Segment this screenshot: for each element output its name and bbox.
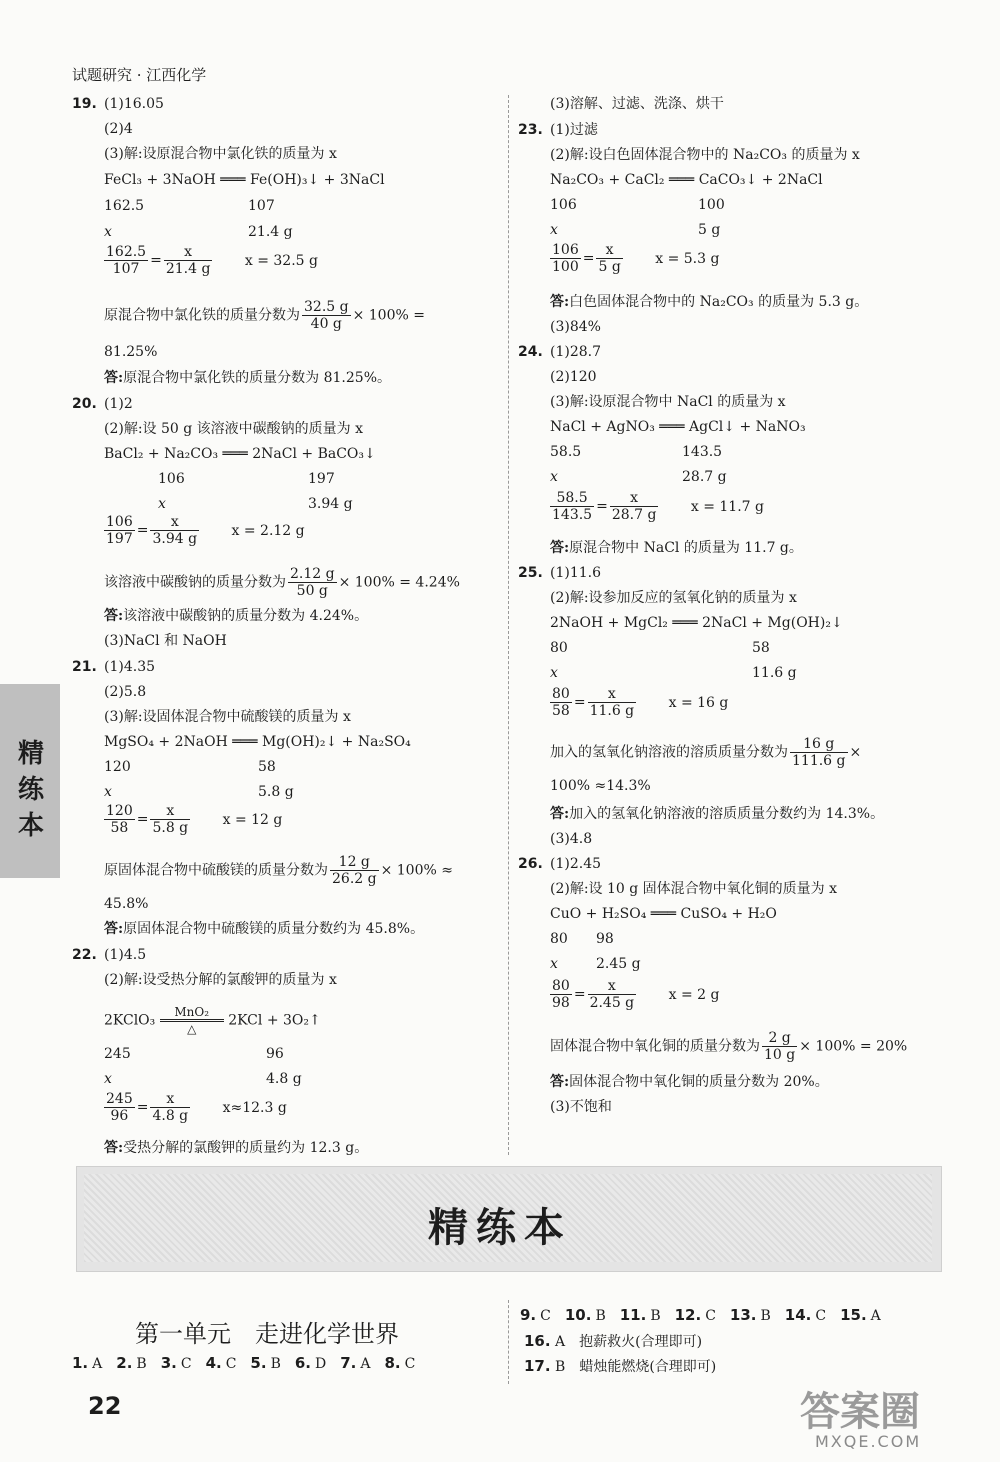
mc-answer-item: 4. C xyxy=(205,1354,237,1372)
molar-mass: 80 xyxy=(550,640,568,656)
mc-answer-item: 2. B xyxy=(116,1354,147,1372)
percentage-line: 原混合物中氯化铁的质量分数为 $\frac{32.5 g}{40 g}$ × 100% = xyxy=(104,299,425,332)
unit-title: 第一单元 走进化学世界 xyxy=(135,1320,399,1348)
answer-line: (1)4.35 xyxy=(104,659,156,675)
answer-line: (1)11.6 xyxy=(550,565,602,581)
answer-statement: 答:加入的氢氧化钠溶液的溶质质量分数约为 14.3%。 xyxy=(550,806,885,822)
percentage-value: 81.25% xyxy=(104,344,158,360)
chemical-equation: 2NaOH + MgCl₂ ═══ 2NaCl + Mg(OH)₂↓ xyxy=(550,615,843,631)
answer-line: (1)2.45 xyxy=(550,856,602,872)
side-tab-label: 精练本 xyxy=(18,739,45,841)
molar-mass: 58.5 xyxy=(550,444,582,460)
right-column xyxy=(518,92,948,1162)
chemical-equation: Na₂CO₃ + CaCl₂ ═══ CaCO₃↓ + 2NaCl xyxy=(550,172,823,188)
question-number: 22. xyxy=(72,947,97,963)
unknown-var: x xyxy=(550,665,558,681)
mc-answer-item: 6. D xyxy=(294,1354,327,1372)
mc-answer-item: 10. B xyxy=(564,1306,606,1324)
answer-statement: 答:受热分解的氯酸钾的质量约为 12.3 g。 xyxy=(104,1140,369,1156)
molar-mass: 106 xyxy=(158,471,185,487)
question-number: 24. xyxy=(518,344,543,360)
mc-answer-item: 8. C xyxy=(384,1354,416,1372)
known-mass: 5.8 g xyxy=(258,784,294,800)
known-mass: 5 g xyxy=(698,222,721,238)
banner-title: 精练本 xyxy=(428,1205,572,1251)
percentage-line: 该溶液中碳酸钠的质量分数为 $\frac{2.12 g}{50 g}$ × 100% = 4.24% xyxy=(104,566,460,599)
mc-answer-item: 7. A xyxy=(340,1354,371,1372)
proportion: $\frac{58.5}{143.5}$ = $\frac{x}{28.7 g}$ x = 11.7 g xyxy=(552,490,764,523)
molar-mass: 98 xyxy=(596,931,614,947)
molar-mass: 106 xyxy=(550,197,577,213)
column-divider-bottom xyxy=(508,1300,509,1384)
known-mass: 2.45 g xyxy=(596,956,641,972)
answer-line: (3)4.8 xyxy=(550,831,593,847)
mc-answer-item: 11. B xyxy=(619,1306,661,1324)
solution-setup: (2)解:设白色固体混合物中的 Na₂CO₃ 的质量为 x xyxy=(550,147,860,163)
molar-mass: 197 xyxy=(308,471,335,487)
solution-setup: (3)解:设原混合物中氯化铁的质量为 x xyxy=(104,146,337,162)
answer-statement: 答:白色固体混合物中的 Na₂CO₃ 的质量为 5.3 g。 xyxy=(550,294,869,310)
watermark-url: MXQE.COM xyxy=(815,1432,922,1451)
left-column xyxy=(72,92,502,1162)
answer-line: (3)NaCl 和 NaOH xyxy=(104,633,227,649)
solution-setup: (2)解:设 10 g 固体混合物中氧化铜的质量为 x xyxy=(550,881,838,897)
molar-mass: 58 xyxy=(752,640,770,656)
known-mass: 3.94 g xyxy=(308,496,353,512)
solution-setup: (2)解:设参加反应的氢氧化钠的质量为 x xyxy=(550,590,797,606)
chemical-equation: 2KClO₃ MnO₂ △ 2KCl + 3O₂↑ xyxy=(104,1005,321,1036)
mc-answer-item: 14. C xyxy=(784,1306,827,1324)
percentage-line: 固体混合物中氧化铜的质量分数为 $\frac{2 g}{10 g}$ × 100% = 20% xyxy=(550,1030,908,1063)
mc-answers-right xyxy=(520,1306,895,1324)
answer-line: (3)溶解、过滤、洗涤、烘干 xyxy=(550,96,724,112)
answer-line: (1)4.5 xyxy=(104,947,147,963)
column-divider xyxy=(508,95,509,1155)
question-number: 20. xyxy=(72,396,97,412)
known-mass: 11.6 g xyxy=(752,665,797,681)
percentage-line: 原固体混合物中硫酸镁的质量分数为 $\frac{12 g}{26.2 g}$ × 100% ≈ xyxy=(104,854,453,887)
molar-mass: 96 xyxy=(266,1046,284,1062)
solution-setup: (2)解:设 50 g 该溶液中碳酸钠的质量为 x xyxy=(104,421,364,437)
solution-setup: (3)解:设原混合物中 NaCl 的质量为 x xyxy=(550,394,786,410)
unknown-var: x xyxy=(550,956,558,972)
mc-answer-item: 3. C xyxy=(160,1354,192,1372)
percentage-line: 加入的氢氧化钠溶液的溶质质量分数为 $\frac{16 g}{111.6 g}$ × xyxy=(550,736,862,769)
mc-answers-left xyxy=(72,1354,429,1372)
answer-statement: 答:固体混合物中氧化铜的质量分数为 20%。 xyxy=(550,1074,829,1090)
chemical-equation: CuO + H₂SO₄ ═══ CuSO₄ + H₂O xyxy=(550,906,777,922)
chemical-equation: MgSO₄ + 2NaOH ═══ Mg(OH)₂↓ + Na₂SO₄ xyxy=(104,734,411,750)
mc-answer-item: 12. C xyxy=(674,1306,716,1324)
unknown-var: x xyxy=(104,224,112,240)
question-number: 25. xyxy=(518,565,543,581)
answer-statement: 答:原混合物中 NaCl 的质量为 11.7 g。 xyxy=(550,540,803,556)
answer-line: (2)120 xyxy=(550,369,597,385)
q17-answer: 17. B 蜡烛能燃烧(合理即可) xyxy=(524,1357,717,1375)
question-number: 21. xyxy=(72,659,97,675)
question-number: 23. xyxy=(518,122,543,138)
solution-setup: (3)解:设固体混合物中硫酸镁的质量为 x xyxy=(104,709,351,725)
known-mass: 21.4 g xyxy=(248,224,293,240)
chemical-equation: FeCl₃ + 3NaOH ═══ Fe(OH)₃↓ + 3NaCl xyxy=(104,172,385,188)
proportion: $\frac{80}{58}$ = $\frac{x}{11.6 g}$ x = 16 g xyxy=(552,686,729,719)
proportion: $\frac{80}{98}$ = $\frac{x}{2.45 g}$ x = 2 g xyxy=(552,978,720,1011)
proportion: $\frac{106}{197}$ = $\frac{x}{3.94 g}$ x = 2.12 g xyxy=(106,514,305,547)
molar-mass: 80 xyxy=(550,931,568,947)
molar-mass: 120 xyxy=(104,759,131,775)
unknown-var: x xyxy=(550,222,558,238)
mc-answer-item: 1. A xyxy=(72,1354,103,1372)
proportion: $\frac{106}{100}$ = $\frac{x}{5 g}$ x = 5.3 g xyxy=(552,242,720,275)
molar-mass: 100 xyxy=(698,197,725,213)
molar-mass: 143.5 xyxy=(682,444,723,460)
mc-answer-item: 13. B xyxy=(729,1306,771,1324)
q16-answer: 16. A 抱薪救火(合理即可) xyxy=(524,1332,703,1350)
mc-answer-item: 5. B xyxy=(250,1354,281,1372)
percentage-value: 100% ≈14.3% xyxy=(550,778,651,794)
watermark-logo: 答案圈 xyxy=(800,1389,920,1435)
answer-statement: 答:原混合物中氯化铁的质量分数为 81.25%。 xyxy=(104,370,392,386)
answer-line: (3)不饱和 xyxy=(550,1099,612,1115)
proportion: $\frac{245}{96}$ = $\frac{x}{4.8 g}$ x≈12.3 g xyxy=(106,1091,287,1124)
solution-setup: (2)解:设受热分解的氯酸钾的质量为 x xyxy=(104,972,337,988)
running-header: 试题研究 · 江西化学 xyxy=(72,66,207,84)
answer-statement: 答:该溶液中碳酸钠的质量分数为 4.24%。 xyxy=(104,608,369,624)
percentage-value: 45.8% xyxy=(104,896,149,912)
answer-line: (1)过滤 xyxy=(550,122,598,138)
unknown-var: x xyxy=(158,496,166,512)
molar-mass: 245 xyxy=(104,1046,131,1062)
question-number: 19. xyxy=(72,96,97,112)
known-mass: 28.7 g xyxy=(682,469,727,485)
unknown-var: x xyxy=(550,469,558,485)
answer-line: (2)4 xyxy=(104,121,133,137)
molar-mass: 58 xyxy=(258,759,276,775)
chemical-equation: BaCl₂ + Na₂CO₃ ═══ 2NaCl + BaCO₃↓ xyxy=(104,446,376,462)
unknown-var: x xyxy=(104,784,112,800)
answer-line: (2)5.8 xyxy=(104,684,147,700)
answer-line: (3)84% xyxy=(550,319,601,335)
mc-answer-item: 15. A xyxy=(840,1306,881,1324)
molar-mass: 162.5 xyxy=(104,198,145,214)
proportion: $\frac{162.5}{107}$ = $\frac{x}{21.4 g}$ x = 32.5 g xyxy=(106,244,318,277)
answer-line: (1)16.05 xyxy=(104,96,164,112)
known-mass: 4.8 g xyxy=(266,1071,302,1087)
question-number: 26. xyxy=(518,856,543,872)
answer-line: (1)28.7 xyxy=(550,344,602,360)
proportion: $\frac{120}{58}$ = $\frac{x}{5.8 g}$ x = 12 g xyxy=(106,803,283,836)
unknown-var: x xyxy=(104,1071,112,1087)
mc-answer-item: 9. C xyxy=(520,1306,551,1324)
chemical-equation: NaCl + AgNO₃ ═══ AgCl↓ + NaNO₃ xyxy=(550,419,806,435)
molar-mass: 107 xyxy=(248,198,275,214)
answer-line: (1)2 xyxy=(104,396,133,412)
answer-statement: 答:原固体混合物中硫酸镁的质量分数约为 45.8%。 xyxy=(104,921,425,937)
page-number: 22 xyxy=(88,1392,122,1420)
